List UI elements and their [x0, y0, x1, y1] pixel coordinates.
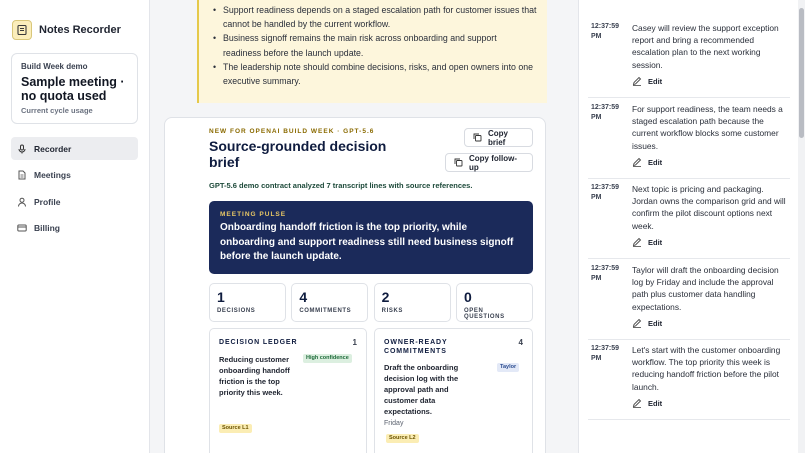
sidebar-item-label: Meetings [34, 170, 71, 180]
sidebar-item-label: Recorder [34, 143, 72, 154]
transcript-text: Casey will review the support exception report and bring a recommended escalation plan to the next working session. [632, 23, 779, 70]
pencil-icon [632, 398, 642, 408]
source-badge[interactable]: Source L2 [386, 434, 419, 443]
microphone-icon [17, 144, 27, 154]
app-title: Notes Recorder [39, 24, 121, 36]
meeting-pulse [209, 201, 533, 274]
edit-label: Edit [648, 318, 663, 328]
document-icon [17, 170, 27, 180]
commitment-item: Draft the onboarding decision log with the approval path and customer data expectations. [384, 363, 459, 416]
quota-status: Sample meeting · no quota used [21, 75, 125, 103]
stat-commitments [291, 283, 368, 322]
usage-card [11, 53, 138, 124]
sidebar-item-label: Billing [34, 223, 60, 233]
notes-app-icon [12, 20, 32, 40]
edit-button[interactable] [632, 157, 662, 167]
copy-followup-label: Copy follow-up [469, 153, 517, 172]
copy-icon [473, 133, 482, 142]
sidebar-item-profile[interactable] [11, 190, 138, 213]
panel-count: 1 [352, 338, 357, 347]
copy-brief-label: Copy brief [488, 128, 508, 147]
pencil-icon [632, 76, 642, 86]
stat-open-questions [456, 283, 533, 322]
confidence-badge: High confidence [303, 354, 352, 363]
transcript-row [588, 344, 790, 420]
sidebar-item-label: Profile [34, 196, 61, 207]
copy-icon [454, 158, 463, 167]
edit-button[interactable] [632, 237, 662, 247]
stat-label: OPEN QUESTIONS [463, 308, 505, 320]
pencil-icon [632, 318, 642, 328]
transcript-text: Taylor will draft the onboarding decision log by Friday and include the approval path plus customer data handling expectations. [632, 265, 779, 312]
summary-notes [197, 0, 547, 103]
brief-eyebrow: NEW FOR OPENAI BUILD WEEK · GPT-5.6 [209, 128, 375, 135]
usage-note: Current cycle usage [21, 106, 93, 115]
decision-ledger-panel [209, 328, 367, 453]
plan-label: Build Week demo [21, 62, 88, 71]
timestamp: 12:37:59 PM [591, 184, 620, 201]
user-icon [17, 197, 27, 207]
sidebar-item-meetings[interactable] [11, 164, 138, 187]
brand [12, 20, 121, 40]
list-item: • The leadership note should combine decisions, risks, and open owners into one executive summary. [223, 60, 537, 88]
edit-label: Edit [648, 76, 663, 86]
stats-row [209, 283, 533, 322]
pulse-label: MEETING PULSE [220, 211, 287, 218]
pulse-summary: Onboarding handoff friction is the top priority, while onboarding and support readiness still need business signoff before the launch update. [220, 222, 514, 262]
stat-value: 1 [217, 289, 225, 305]
stat-label: RISKS [381, 308, 403, 314]
panel-title: OWNER-READY COMMITMENTS [384, 339, 448, 355]
transcript-row [588, 103, 790, 179]
decision-item: Reducing customer onboarding handoff friction is the top priority this week. [219, 355, 290, 397]
panel-title: DECISION LEDGER [219, 339, 298, 346]
transcript-panel [578, 0, 806, 453]
timestamp: 12:37:59 PM [591, 104, 620, 121]
stat-label: DECISIONS [217, 308, 256, 314]
list-item: • Business signoff remains the main risk across onboarding and support readiness before the launch update. [223, 31, 537, 59]
transcript-text: For support readiness, the team needs a staged escalation path because the current workflow blocks some customer issues. [632, 104, 783, 151]
timestamp: 12:37:59 PM [591, 345, 620, 362]
source-badge[interactable]: Source L1 [219, 424, 252, 433]
sidebar-item-billing[interactable] [11, 217, 138, 240]
copy-followup-button[interactable] [445, 153, 533, 172]
transcript-row [588, 22, 790, 98]
edit-label: Edit [648, 237, 663, 247]
transcript-text: Let's start with the customer onboarding workflow. The top priority this week is reducing handoff friction before the pilot launch. [632, 345, 781, 392]
owner-badge: Taylor [497, 363, 519, 372]
edit-button[interactable] [632, 318, 662, 328]
credit-card-icon [17, 223, 27, 233]
edit-label: Edit [648, 157, 663, 167]
edit-button[interactable] [632, 398, 662, 408]
stat-decisions [209, 283, 286, 322]
timestamp: 12:37:59 PM [591, 265, 620, 282]
sidebar-nav [11, 137, 138, 243]
sidebar-item-recorder[interactable] [11, 137, 138, 160]
transcript-text: Next topic is pricing and packaging. Jordan owns the comparison grid and will confirm the pilot discount options next week. [632, 184, 786, 231]
edit-label: Edit [648, 398, 663, 408]
timestamp: 12:37:59 PM [591, 23, 620, 40]
due-date: Friday [384, 420, 404, 427]
stat-label: COMMITMENTS [299, 308, 352, 314]
list-item: • Support readiness depends on a staged escalation path for customer issues that cannot be handled by the current workflow. [223, 3, 537, 31]
copy-brief-button[interactable] [464, 128, 533, 147]
pencil-icon [632, 157, 642, 167]
commitments-panel [374, 328, 533, 453]
transcript-row [588, 264, 790, 340]
stat-value: 0 [463, 289, 472, 305]
summary-bullets [223, 3, 537, 88]
transcript-row [588, 183, 790, 259]
brief-subtitle: GPT-5.6 demo contract analyzed 7 transcript lines with source references. [209, 181, 473, 190]
scrollbar-thumb[interactable] [799, 8, 804, 138]
stat-risks [374, 283, 451, 322]
pencil-icon [632, 237, 642, 247]
edit-button[interactable] [632, 76, 662, 86]
brief-title: Source-grounded decision brief [209, 138, 387, 170]
stat-value: 4 [299, 289, 308, 305]
panel-count: 4 [518, 338, 523, 347]
sidebar [0, 0, 150, 453]
stat-value: 2 [381, 289, 390, 305]
